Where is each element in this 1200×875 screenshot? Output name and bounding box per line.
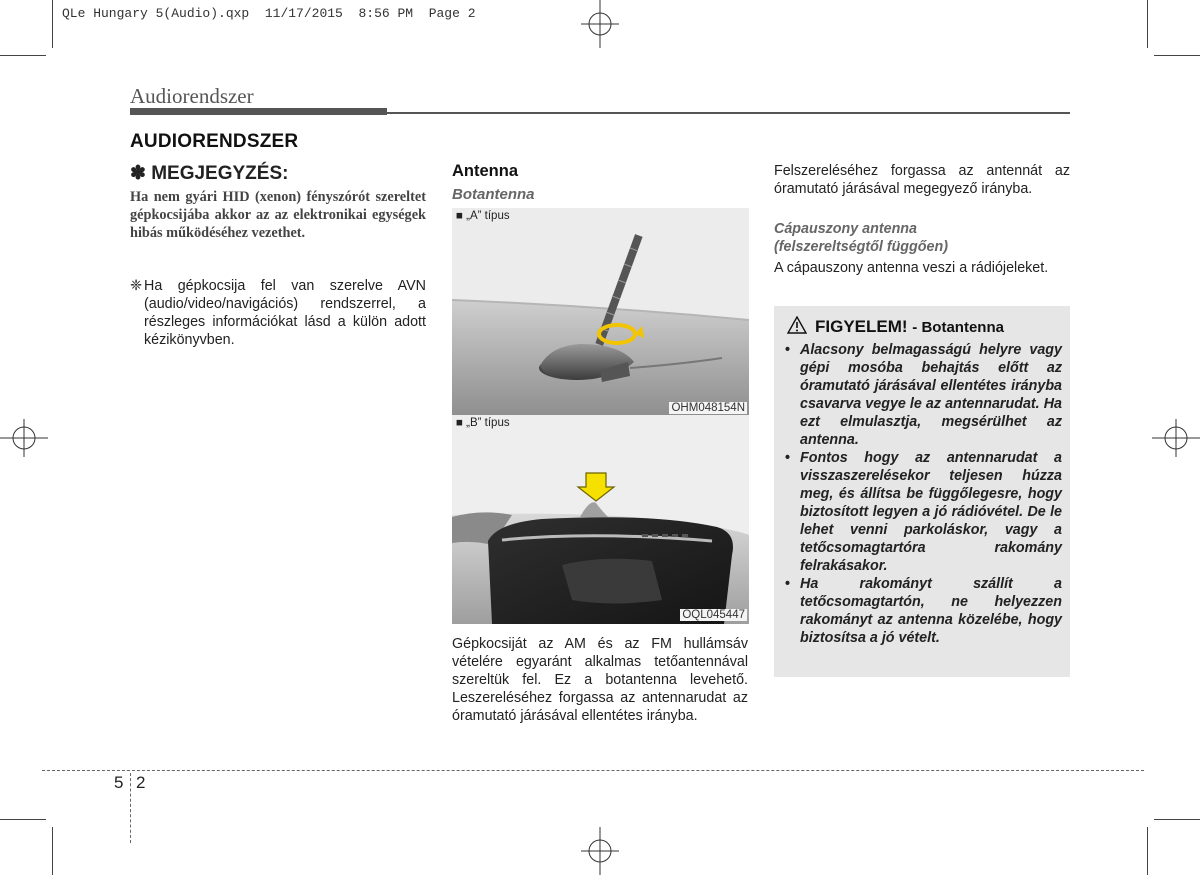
page-number-separator — [130, 773, 131, 843]
slug-page: Page 2 — [428, 6, 476, 21]
figure-b-code: OQL045447 — [682, 609, 745, 621]
bullet-icon: • — [785, 342, 791, 358]
slug-file: QLe Hungary 5(Audio).qxp — [62, 6, 250, 21]
slug-date: 11/17/2015 — [264, 6, 343, 21]
avn-note-mark-icon: ❈ — [130, 278, 142, 294]
crop-mark — [1154, 55, 1200, 56]
rear-roof-antenna-illustration — [452, 415, 749, 624]
avn-note — [130, 277, 426, 349]
crop-mark — [1147, 827, 1148, 875]
warning-triangle-icon — [787, 316, 807, 334]
section-header: Audiorendszer — [130, 84, 254, 108]
bullet-icon: • — [785, 450, 791, 466]
chapter-number: 5 — [114, 773, 124, 792]
crop-mark — [52, 827, 53, 875]
page-number: 2 — [136, 773, 146, 792]
crop-mark — [0, 55, 46, 56]
warning-item-text: Fontos hogy az antennarudat a visszaszerelésekor teljesen húzza meg, és állítsa be függőlegesre, hogy biztosított legyen a jó rádióvétel. De le lehet venni parkoláskor, vagy a tetőcsomagtartóra rakomány felrakásakor. — [800, 450, 1062, 574]
install-instruction-text: Felszereléséhez forgassa az antennát az óramutató járásával megegyező irányba. — [774, 163, 1070, 197]
warning-list — [785, 341, 1062, 647]
antenna-heading: Antenna — [452, 162, 518, 180]
registration-mark-icon — [575, 827, 625, 875]
warning-item — [785, 575, 1062, 647]
page-title: AUDIORENDSZER — [130, 131, 299, 152]
warning-item — [785, 449, 1062, 575]
footer-rule — [42, 770, 1144, 771]
warning-title: FIGYELEM! — [815, 317, 908, 336]
warning-heading — [815, 317, 1004, 337]
avn-note-text: Ha gépkocsija fel van szerelve AVN (audio/video/navigációs) rendszerrel, a részleges információkat lásd a külön adott kézikönyvben. — [144, 278, 426, 348]
note-title — [130, 162, 288, 185]
print-slug — [62, 6, 476, 21]
warning-box — [774, 306, 1070, 677]
pole-antenna-illustration — [452, 208, 749, 417]
warning-subtitle: - Botantenna — [912, 319, 1004, 336]
crop-mark — [52, 0, 53, 48]
header-rule-thick — [130, 108, 387, 115]
antenna-body-text: Gépkocsiját az AM és az FM hullámsáv vételére egyaránt alkalmas tetőantennával szereltük fel. Ez a botantenna levehető. Leszereléséhez forgassa az antennarudat az óramutató járásával ellentétes irányba. — [452, 636, 748, 724]
shark-fin-subheading — [774, 220, 1070, 256]
crop-mark — [1154, 819, 1200, 820]
figure-pole-antenna-type-a — [452, 208, 749, 417]
figure-a-caption: ■ „A” típus — [456, 210, 510, 222]
registration-mark-icon — [575, 0, 625, 48]
warning-item-text: Alacsony belmagasságú helyre vagy gépi mosóba behajtás előtt az óramutató járásával ellentétes irányba csavarva vegye le az antennarudat. Ha ezt elmulasztja, megsérülhet az antenna. — [800, 342, 1062, 448]
shark-fin-subheading-line1: Cápauszony antenna — [774, 221, 917, 237]
warning-item-text: Ha rakományt szállít a tetőcsomagtartón, ne helyezzen rakományt az antenna közelébe, hogy biztosítsa a jó vételt. — [800, 576, 1062, 646]
note-bold-text: Ha nem gyári HID (xenon) fényszórót szereltet gépkocsijába akkor az az elektronikai egységek hibás működéséhez vezethet. — [130, 189, 426, 241]
crop-mark — [1147, 0, 1148, 48]
bullet-icon: • — [785, 576, 791, 592]
warning-item — [785, 341, 1062, 449]
note-title-text: MEGJEGYZÉS: — [151, 163, 289, 184]
figure-pole-antenna-type-b — [452, 415, 749, 624]
shark-fin-subheading-line2: (felszereltségtől függően) — [774, 239, 948, 255]
slug-time: 8:56 PM — [358, 6, 414, 21]
antenna-subheading: Botantenna — [452, 186, 535, 203]
crop-mark — [0, 819, 46, 820]
header-rule-thin — [387, 112, 1070, 114]
shark-fin-body-text: A cápauszony antenna veszi a rádiójeleket. — [774, 260, 1049, 276]
note-symbol-icon: ✽ — [130, 163, 146, 184]
registration-mark-icon — [1152, 413, 1200, 463]
figure-a-code: OHM048154N — [671, 402, 745, 414]
registration-mark-icon — [0, 413, 48, 463]
figure-b-caption: ■ „B” típus — [456, 417, 510, 429]
